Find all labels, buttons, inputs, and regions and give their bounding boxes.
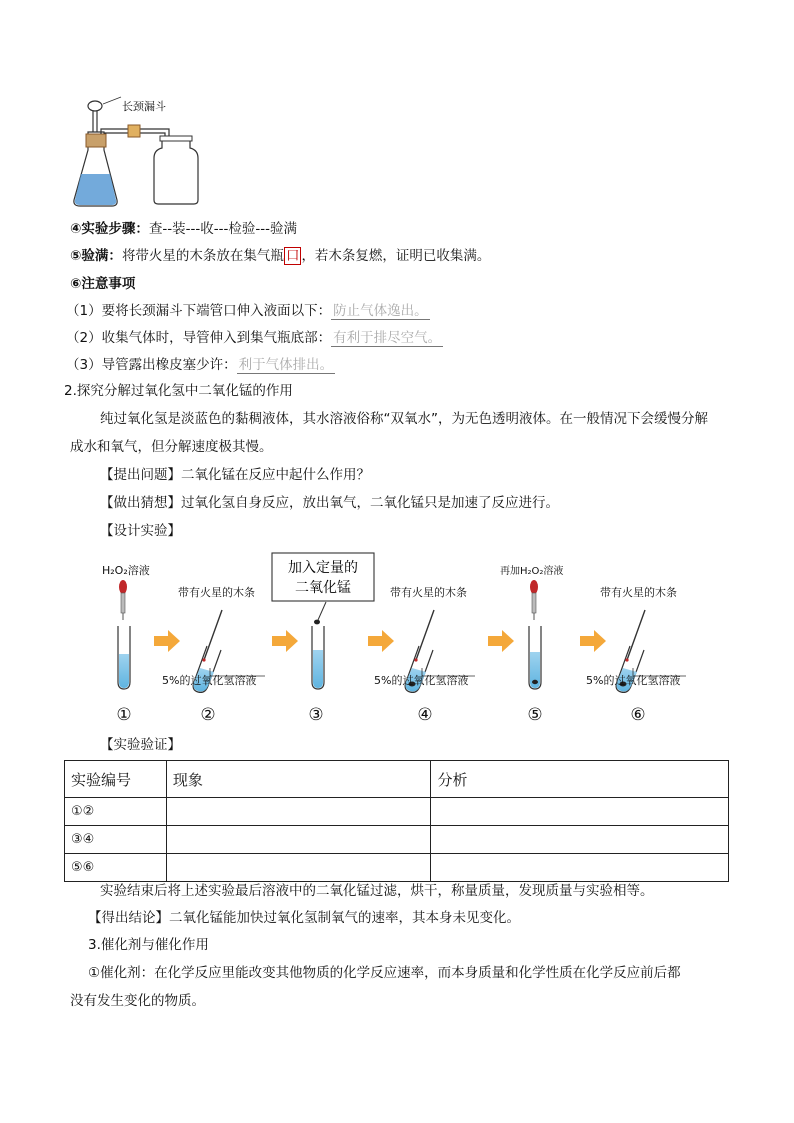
test-tube-5: [529, 626, 541, 689]
row-1-analysis[interactable]: [431, 798, 729, 826]
step-number-4: ④: [417, 705, 433, 725]
step-5-post: ，若木条复燃，证明已收集满。: [301, 248, 491, 264]
section-2-title: 2.探究分解过氧化氢中二氧化锰的作用: [64, 383, 293, 399]
question-text: 二氧化锰在反应中起什么作用？: [181, 467, 370, 483]
arrow-2: [272, 630, 298, 652]
solution-label-3: 5%的过氧化氢溶液: [586, 674, 681, 687]
filter-text: 实验结束后将上述实验最后溶液中的二氧化锰过滤，烘干，称量质量，发现质量与实验相等。: [100, 883, 654, 899]
step-6-label: ⑥注意事项: [70, 276, 136, 292]
h2o2-label-1: H₂O₂溶液: [102, 564, 150, 577]
hypothesis-text: 过氧化氢自身反应，放出氧气，二氧化锰只是加速了反应进行。: [181, 495, 559, 511]
splint-label-2: 带有火星的木条: [390, 586, 467, 599]
verify-tag: 【实验验证】: [100, 737, 181, 753]
test-tube-1: [118, 626, 130, 689]
note-3: [66, 356, 335, 374]
mno2-box-line1: 加入定量的: [288, 560, 358, 576]
step-4-text: 查--装---收---检验---验满: [148, 221, 298, 237]
mno2-box-line2: 二氧化锰: [295, 580, 351, 596]
header-analysis: 分析: [431, 761, 729, 798]
arrow-3: [368, 630, 394, 652]
table-row: [65, 826, 729, 854]
arrow-5: [580, 630, 606, 652]
step-4-label: ④实验步骤：: [70, 221, 149, 237]
table-row: [65, 798, 729, 826]
step-5-pre: 将带火星的木条放在集气瓶: [121, 248, 284, 264]
row-2-id: ③④: [65, 826, 167, 854]
step-number-2: ②: [200, 705, 216, 725]
header-id: 实验编号: [65, 761, 167, 798]
step-5: [70, 247, 490, 265]
note-2: [66, 329, 443, 347]
h2o2-label-2: 再加H₂O₂溶液: [500, 566, 564, 577]
header-phenomenon: 现象: [166, 761, 431, 798]
row-1-phenomenon[interactable]: [166, 798, 431, 826]
conclusion-tag: 【得出结论】: [88, 910, 169, 926]
step-4: [70, 220, 297, 238]
solution-label-2: 5%的过氧化氢溶液: [374, 674, 469, 687]
step-5-mark: 口: [285, 248, 300, 264]
test-tube-3: [312, 626, 324, 689]
table-header-row: [65, 761, 729, 798]
section-2-intro-1: 纯过氧化氢是淡蓝色的黏稠液体，其水溶液俗称“双氧水”，为无色透明液体。在一般情况下会缓慢分解: [100, 411, 708, 427]
note-3-answer: 利于气体排出。: [238, 357, 334, 373]
note-2-answer: 有利于排尽空气。: [333, 330, 442, 346]
note-1-question: （1）要将长颈漏斗下端管口伸入液面以下：: [66, 303, 332, 319]
arrow-4: [488, 630, 514, 652]
row-2-phenomenon[interactable]: [166, 826, 431, 854]
spatula: [314, 602, 326, 624]
step-number-1: ①: [116, 705, 132, 725]
conclusion-line: [88, 905, 520, 931]
note-3-question: （3）导管露出橡皮塞少许：: [66, 357, 237, 373]
mno2-callout-box: [272, 553, 374, 601]
note-2-question: （2）收集气体时，导管伸入到集气瓶底部：: [66, 330, 332, 346]
hypothesis-tag: 【做出猜想】: [100, 495, 181, 511]
row-3-id: ⑤⑥: [65, 854, 167, 882]
experiment-diagram: [90, 550, 710, 728]
question-tag: 【提出问题】: [100, 467, 181, 483]
step-5-label: ⑤验满：: [70, 248, 122, 264]
splint-label-3: 带有火星的木条: [600, 586, 677, 599]
funnel-label: 长颈漏斗: [122, 100, 166, 113]
dropper-2: [530, 580, 538, 620]
hypothesis-line: [100, 490, 559, 516]
conclusion-text: 二氧化锰能加快过氧化氢制氧气的速率，其本身未见变化。: [169, 910, 520, 926]
step-number-3: ③: [308, 705, 324, 725]
catalyst-definition-2: 没有发生变化的物质。: [70, 993, 205, 1009]
row-2-analysis[interactable]: [431, 826, 729, 854]
question-line: [100, 462, 370, 488]
row-1-id: ①②: [65, 798, 167, 826]
verification-table: [64, 760, 729, 882]
step-number-5: ⑤: [527, 705, 543, 725]
section-2-intro-2: 成水和氧气，但分解速度极其慢。: [70, 439, 273, 455]
note-1: [66, 302, 430, 320]
step-number-6: ⑥: [630, 705, 646, 725]
arrow-1: [154, 630, 180, 652]
splint-label-1: 带有火星的木条: [178, 586, 255, 599]
design-tag: 【设计实验】: [100, 523, 181, 539]
dropper-1: [119, 580, 127, 620]
note-1-answer: 防止气体逸出。: [333, 303, 428, 319]
section-3-title: 3.催化剂与催化作用: [88, 937, 209, 953]
catalyst-definition-1: ①催化剂：在化学反应里能改变其他物质的化学反应速率，而本身质量和化学性质在化学反应前后都: [88, 965, 681, 981]
solution-label-1: 5%的过氧化氢溶液: [162, 674, 257, 687]
